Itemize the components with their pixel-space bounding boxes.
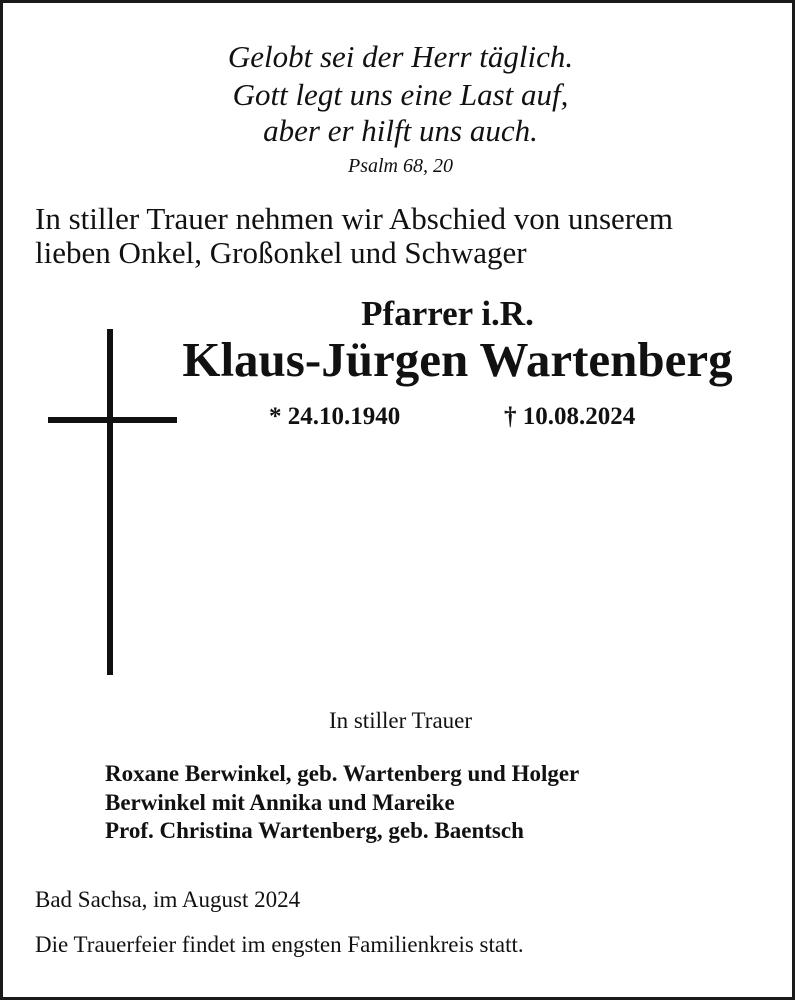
birth-date: * 24.10.1940 <box>269 403 401 430</box>
mourner-line-1: Roxane Berwinkel, geb. Wartenberg und Holger <box>105 761 580 786</box>
funeral-notice: Die Trauerfeier findet im engsten Familienkreis statt. <box>35 932 524 957</box>
death-date: † 10.08.2024 <box>504 403 636 430</box>
intro-line-2: lieben Onkel, Großonkel und Schwager <box>35 235 527 270</box>
intro-line-1: In stiller Trauer nehmen wir Abschied von unserem <box>35 201 673 236</box>
verse-line-2: Gott legt uns eine Last auf, <box>232 77 569 112</box>
mourner-line-2: Berwinkel mit Annika und Mareike <box>105 790 455 815</box>
place-date: Bad Sachsa, im August 2024 <box>35 887 301 912</box>
verse-source: Psalm 68, 20 <box>348 155 453 177</box>
mourner-line-3: Prof. Christina Wartenberg, geb. Baentsch <box>105 818 524 843</box>
mourning-heading: In stiller Trauer <box>328 708 473 733</box>
cross-icon-horizontal <box>48 417 177 423</box>
verse-line-1: Gelobt sei der Herr täglich. <box>227 39 574 74</box>
verse-line-3: aber er hilft uns auch. <box>263 113 538 148</box>
deceased-name: Klaus-Jürgen Wartenberg <box>182 332 733 387</box>
deceased-title: Pfarrer i.R. <box>361 294 534 333</box>
